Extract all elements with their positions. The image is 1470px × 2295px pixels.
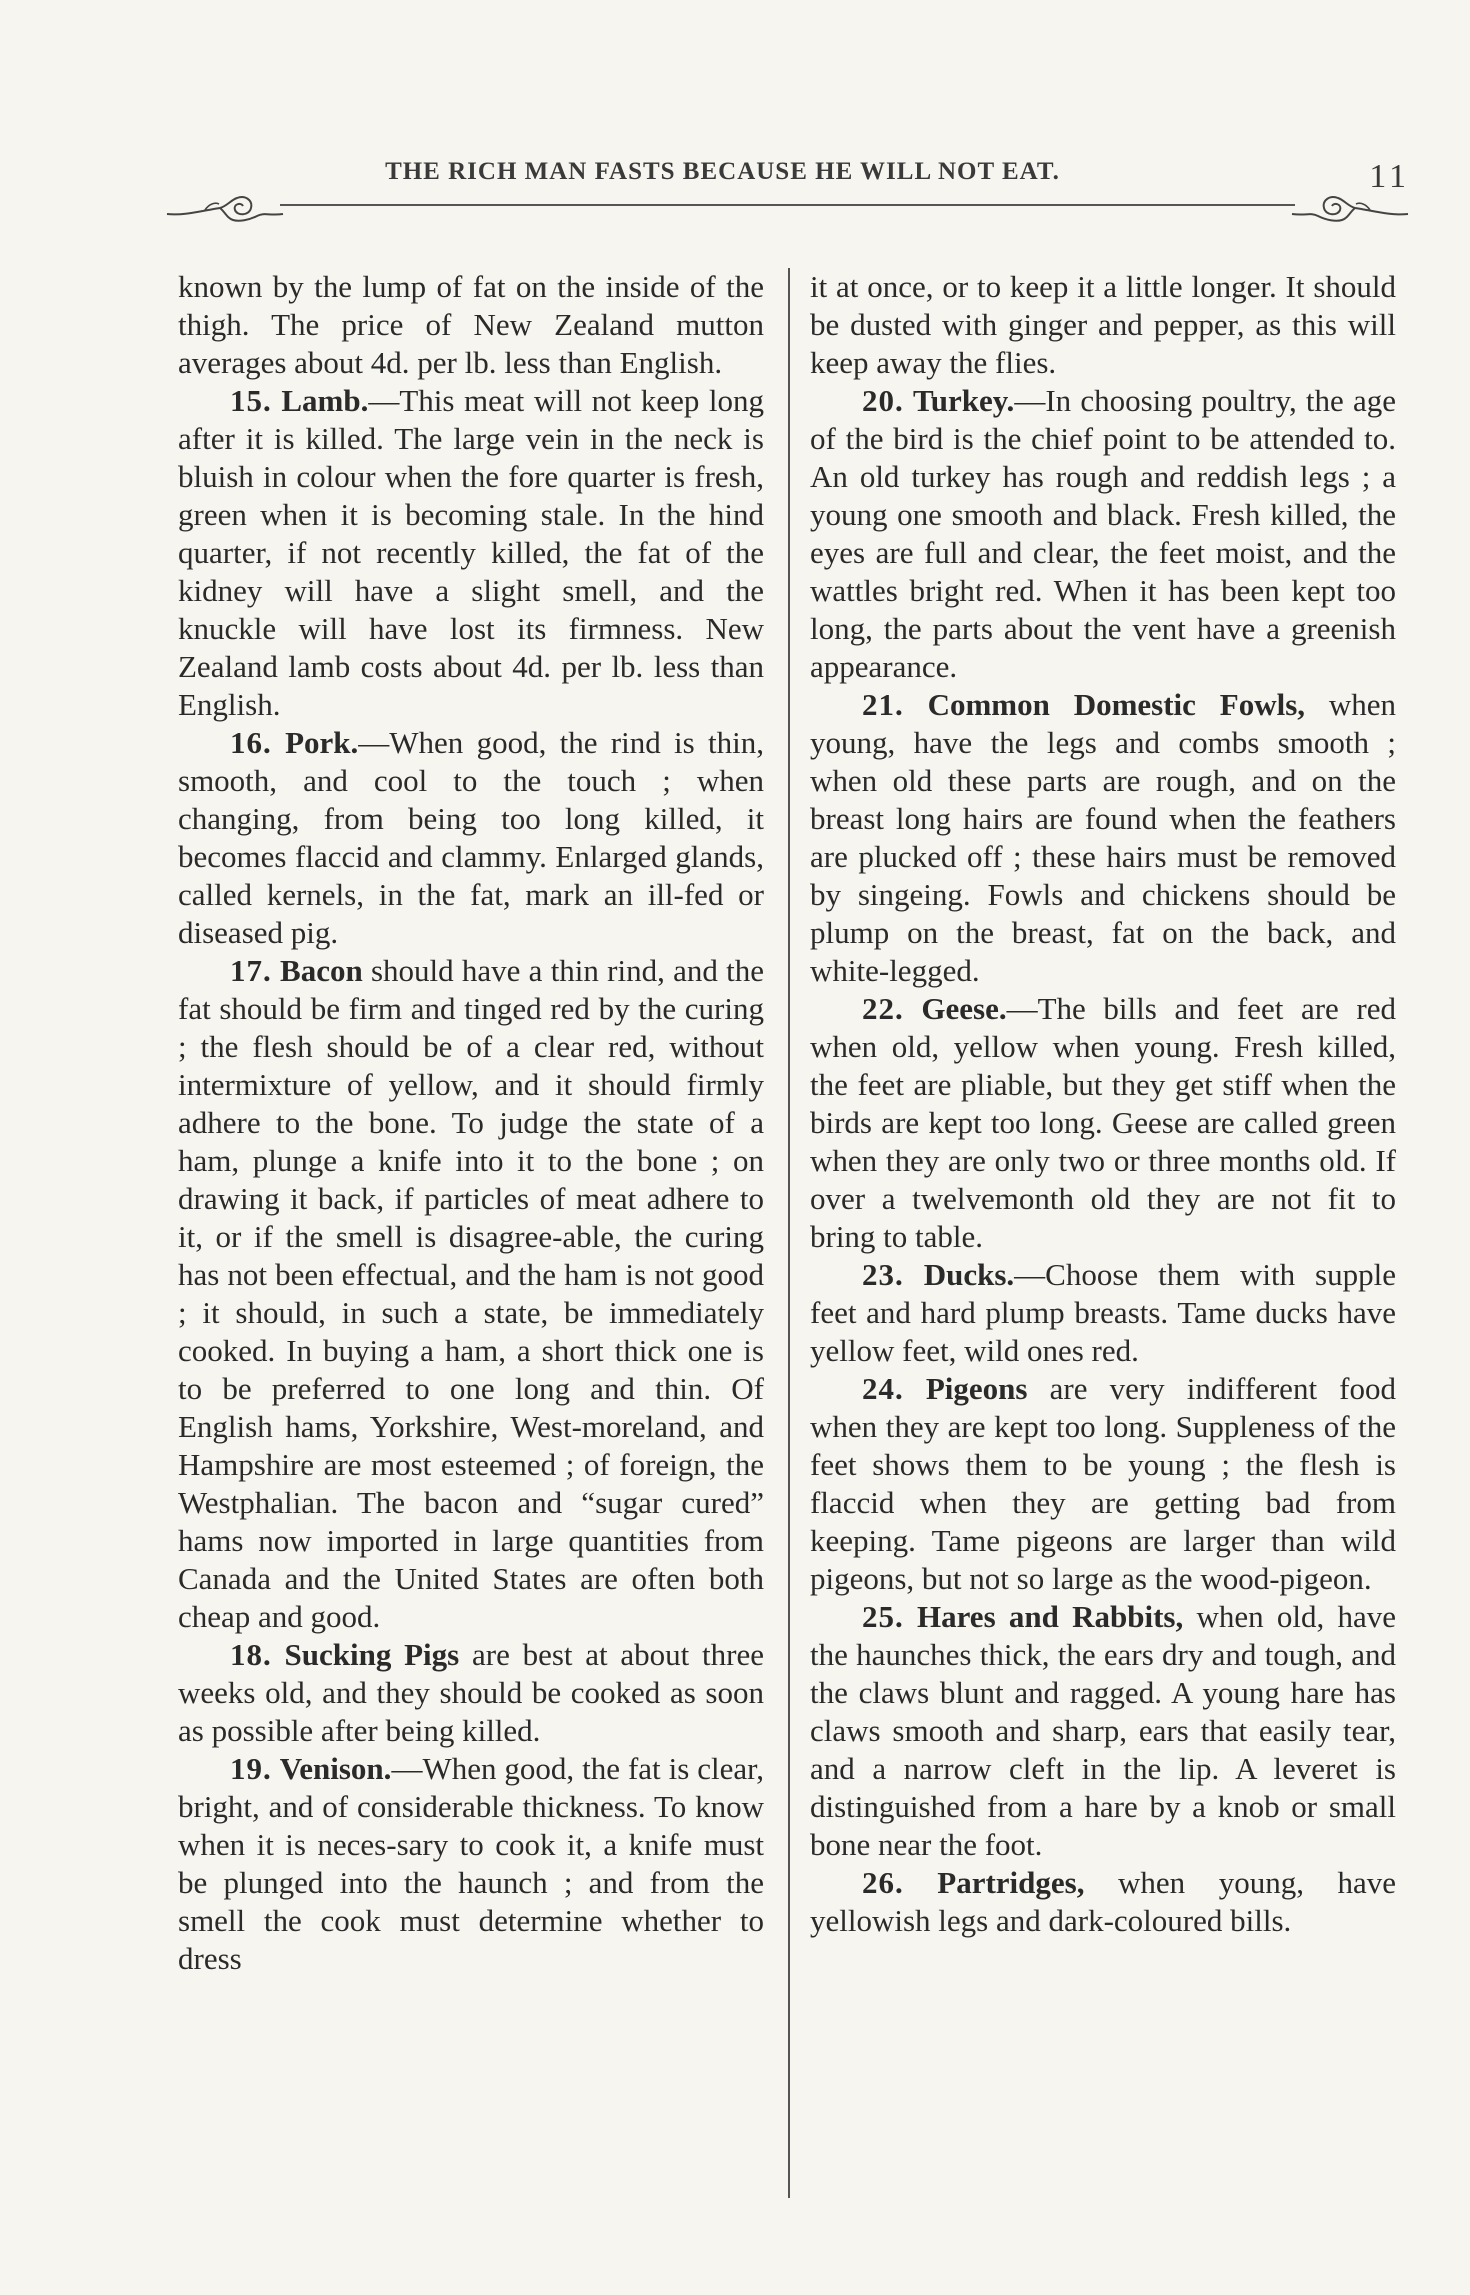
item-partridges: 26. Partridges, when young, have yellowish legs and dark-coloured bills. (810, 1865, 1396, 1938)
right-column (810, 268, 1396, 1940)
page-number: 11 (1369, 158, 1410, 195)
item-venison: 19. Venison.—When good, the fat is clear, bright, and of considerable thickness. To know when it is neces-sary to cook it, a knife must be plunged into the haunch ; and from the smell the cook must determine whether to dress (178, 1751, 764, 1976)
item-bacon: 17. Bacon should have a thin rind, and the fat should be firm and tinged red by the curing ; the flesh should be of a clear red, without intermixture of yellow, and it should firmly adhere to the bone. To judge the state of a ham, plunge a knife into it to the bone ; on drawing it back, if particles of meat adhere to it, or if the smell is disagree-able, the curing has not been effectual, and the ham is not good ; it should, in such a state, be immediately cooked. In buying a ham, a short thick one is to be preferred to one long and thin. Of English hams, Yorkshire, West-moreland, and Hampshire are most esteemed ; of foreign, the Westphalian. The bacon and “sugar cured” hams now imported in large quantities from Canada and the United States are often both cheap and good. (178, 953, 765, 1634)
left-column-intro: known by the lump of fat on the inside of the thigh. The price of New Zealand mutton averages about 4d. per lb. less than English. (178, 269, 764, 380)
column-divider (788, 268, 790, 2198)
item-turkey: 20. Turkey.—In choosing poultry, the age of the bird is the chief point to be attended to. An old turkey has rough and reddish legs ; a young one smooth and black. Fresh killed, the eyes are full and clear, the feet moist, and the wattles bright red. When it has been kept too long, the parts about the vent have a greenish appearance. (810, 383, 1396, 684)
item-hares-and-rabbits: 25. Hares and Rabbits, when old, have the haunches thick, the ears dry and tough, and the claws blunt and ragged. A young hare has claws smooth and sharp, ears that easily tear, and a narrow cleft in the lip. A leveret is distinguished from a hare by a knob or small bone near the foot. (810, 1599, 1396, 1862)
item-pigeons: 24. Pigeons are very indifferent food when they are kept too long. Suppleness of the feet shows them to be young ; the flesh is flaccid when they are getting bad from keeping. Tame pigeons are larger than wild pigeons, but not so large as the wood-pigeon. (810, 1371, 1397, 1596)
item-pork: 16. Pork.—When good, the rind is thin, smooth, and cool to the touch ; when changing, from being too long killed, it becomes flaccid and clammy. Enlarged glands, called kernels, in the fat, mark an ill-fed or diseased pig. (178, 725, 765, 950)
item-ducks: 23. Ducks.—Choose them with supple feet and hard plump breasts. Tame ducks have yellow feet, wild ones red. (810, 1257, 1396, 1368)
two-column-body (178, 268, 1408, 2208)
flourish-ornament-right-icon (1290, 186, 1410, 226)
item-geese: 22. Geese.—The bills and feet are red when old, yellow when young. Fresh killed, the feet are pliable, but they get stiff when the birds are kept too long. Geese are called green when they are only two or three months old. If over a twelvemonth old they are not fit to bring to table. (810, 991, 1396, 1254)
left-column (178, 268, 764, 1978)
flourish-ornament-left-icon (165, 186, 285, 226)
item-sucking-pigs: 18. Sucking Pigs are best at about three weeks old, and they should be cooked as soon as possible after being killed. (178, 1637, 765, 1748)
item-lamb: 15. Lamb.—This meat will not keep long after it is killed. The large vein in the neck is bluish in colour when the fore quarter is fresh, green when it is becoming stale. In the hind quarter, if not recently killed, the fat of the kidney will have a slight smell, and the knuckle will have lost its firmness. New Zealand lamb costs about 4d. per lb. less than English. (178, 383, 765, 722)
right-column-intro: it at once, or to keep it a little longer. It should be dusted with ginger and pepper, as this will keep away the flies. (810, 269, 1396, 380)
running-header (165, 150, 1410, 230)
header-rule (280, 204, 1295, 206)
item-common-domestic-fowls: 21. Common Domestic Fowls, when young, have the legs and combs smooth ; when old these parts are rough, and on the breast long hairs are found when the feathers are plucked off ; these hairs must be removed by singeing. Fowls and chickens should be plump on the breast, fat on the back, and white-legged. (810, 687, 1396, 988)
header-title: THE RICH MAN FASTS BECAUSE HE WILL NOT EAT. (385, 158, 1060, 185)
